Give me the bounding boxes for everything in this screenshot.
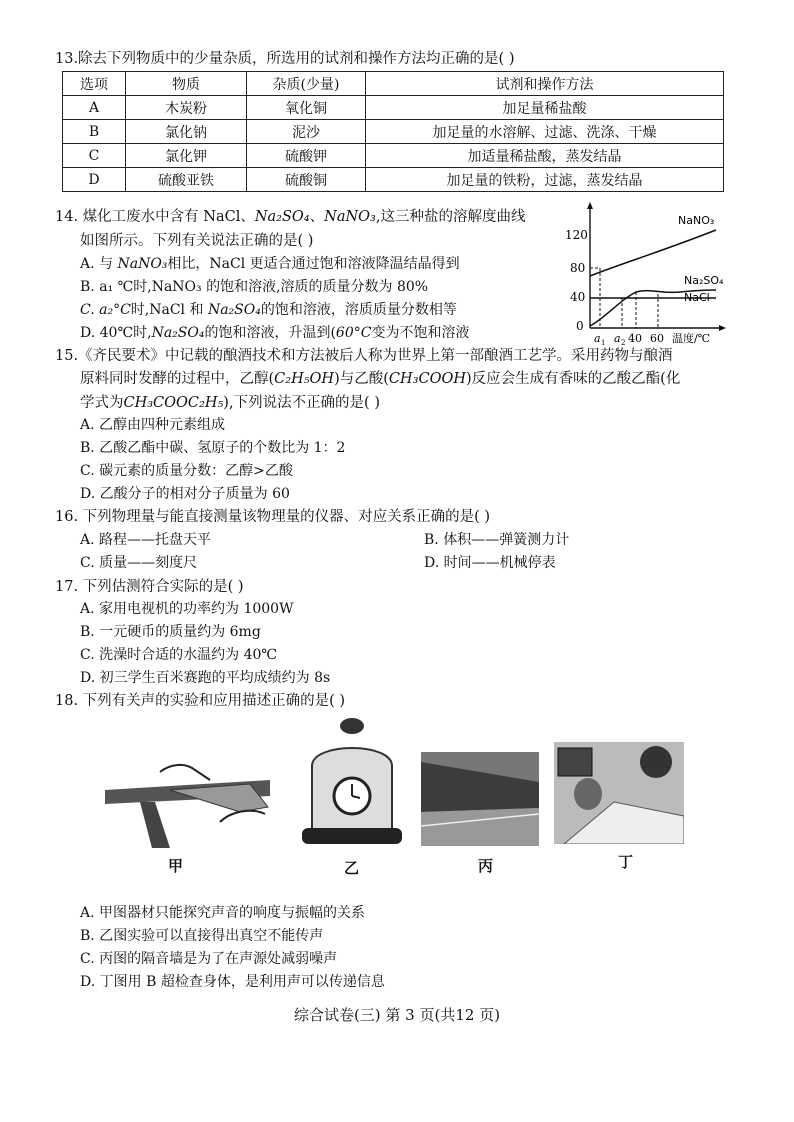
q15-line2: 原料同时发酵的过程中，乙醇(C₂H₅OH)与乙酸(CH₃COOH)反应会生成有香味的乙酸乙酯(化 (80, 371, 681, 387)
y-tick-label: 80 (570, 261, 586, 275)
x-tick-label: 60 (650, 332, 664, 345)
option-text: D. 40℃时, (80, 325, 152, 341)
q16-option-b: B. 体积——弹簧测力计 (424, 532, 570, 548)
q14-line2: 如图所示。下列有关说法正确的是( ) (80, 233, 314, 249)
q15-text: ),下列说法不正确的是( ) (223, 395, 380, 411)
formula-ethyl-acetate: CH₃COOC₂H₅ (123, 395, 224, 411)
table-cell: 加足量的铁粉，过滤，蒸发结晶 (366, 168, 724, 192)
solubility-chart (560, 200, 740, 348)
q16-stem: 16. 下列物理量与能直接测量该物理量的仪器、对应关系正确的是( ) (55, 509, 491, 525)
y-tick-label: 120 (565, 228, 588, 242)
q14-line1: 14. 煤化工废水中含有 NaCl、Na₂SO₄、NaNO₃,这三种盐的溶解度曲线 (55, 209, 526, 225)
x-tick-sub: 2 (621, 339, 626, 347)
formula-na2so4: Na₂SO₄ (151, 325, 205, 341)
option-text: 时,NaCl 和 (130, 302, 204, 318)
vacuum-plate (302, 828, 402, 844)
table-cell: 硫酸亚铁 (126, 168, 247, 192)
formula-na2so4: Na₂SO₄ (254, 209, 310, 225)
formula-60c: 60°C (335, 325, 372, 341)
table-row (63, 96, 724, 120)
figure-label: 乙 (344, 859, 360, 877)
label-nacl: NaCl (684, 291, 710, 304)
q15-line1: 15.《齐民要术》中记载的酿酒技术和方法被后人称为世界上第一部酿酒工艺学。采用药物与酿酒 (55, 348, 673, 364)
y-tick-label: 0 (576, 319, 584, 333)
q17-stem: 17. 下列估测符合实际的是( ) (55, 579, 244, 595)
q15-option-c: C. 碳元素的质量分数：乙醇>乙酸 (80, 463, 293, 479)
table-cell: 加足量稀盐酸 (366, 96, 724, 120)
q18-option-b: B. 乙图实验可以直接得出真空不能传声 (80, 928, 324, 944)
table-header: 物质 (126, 72, 247, 96)
table-header: 选项 (63, 72, 126, 96)
q14-option-d (80, 322, 469, 344)
q14-option-a (80, 253, 460, 275)
x-tick-label: 40 (628, 332, 642, 345)
x-tick-sub: 1 (601, 339, 606, 347)
table-header-row (63, 72, 724, 96)
monitor-icon (558, 748, 592, 776)
formula-a2c: C. a₂°C (80, 302, 131, 318)
q15-option-a: A. 乙醇由四种元素组成 (80, 417, 226, 433)
figure-yi-bell-jar (298, 712, 406, 850)
label-na2so4: Na₂SO₄ (684, 274, 724, 287)
doctor-shape (574, 778, 602, 810)
q14-text: 14. 煤化工废水中含有 NaCl、 (55, 209, 255, 225)
q14-option-c (80, 299, 457, 321)
table-cell: 氧化铜 (247, 96, 366, 120)
table-cell: B (63, 120, 126, 144)
q17-option-b: B. 一元硬币的质量约为 6mg (80, 624, 261, 640)
table-cell: 泥沙 (247, 120, 366, 144)
q15-text: 与乙酸 (339, 371, 384, 387)
q18-option-c: C. 丙图的隔音墙是为了在声源处减弱噪声 (80, 951, 338, 967)
q16-option-a: A. 路程——托盘天平 (80, 532, 212, 548)
x-tick-label: a (614, 332, 621, 345)
option-text: A. 与 (80, 256, 114, 272)
table-cell: D (63, 168, 126, 192)
formula-ethanol: C₂H₅OH (274, 371, 335, 387)
curve-nano3 (590, 230, 716, 276)
page-footer: 综合试卷(三) 第 3 页(共12 页) (293, 1006, 501, 1024)
bell-jar-knob (340, 718, 364, 734)
q15-option-b: B. 乙酸乙酯中碳、氢原子的个数比为 1：2 (80, 440, 346, 456)
road-surface (421, 808, 539, 846)
formula-na2so4: Na₂SO₄ (207, 302, 261, 318)
table-header: 杂质(少量) (247, 72, 366, 96)
table-cell: 木炭粉 (126, 96, 247, 120)
table-cell: A (63, 96, 126, 120)
figure-jia-ruler (100, 752, 270, 848)
q15-text: 原料同时发酵的过程中，乙醇 (80, 371, 269, 387)
table-cell: 氯化钾 (126, 144, 247, 168)
lamp-shape (640, 746, 672, 778)
option-text: 相比，NaCl 更适合通过饱和溶液降温结晶得到 (167, 256, 460, 272)
figure-label: 甲 (168, 857, 184, 875)
x-axis-label: 温度/℃ (672, 332, 711, 345)
q15-option-d: D. 乙酸分子的相对分子质量为 60 (80, 486, 290, 502)
formula-nano3: NaNO₃ (117, 256, 168, 272)
table-row (63, 120, 724, 144)
formula-nano3: NaNO₃ (324, 209, 376, 225)
table-cell: 氯化钠 (126, 120, 247, 144)
table-cell: 加适量稀盐酸，蒸发结晶 (366, 144, 724, 168)
table-cell: 硫酸铜 (247, 168, 366, 192)
table-cell: C (63, 144, 126, 168)
option-text: 的饱和溶液，升温到( (204, 325, 336, 341)
table-row (63, 168, 724, 192)
y-axis-arrow (587, 202, 593, 209)
q15-text: 反应会生成有香味的乙酸乙酯(化 (471, 371, 681, 387)
q13-table (62, 71, 724, 192)
x-tick-label: a (594, 332, 601, 345)
q17-option-c: C. 洗澡时合适的水温约为 40℃ (80, 647, 278, 663)
q15-line3 (80, 392, 380, 414)
label-nano3: NaNO₃ (678, 214, 715, 227)
figure-ding-b-ultrasound (554, 742, 684, 844)
figure-bing-sound-barrier (421, 752, 539, 846)
x-axis-arrow (719, 325, 726, 331)
q15-text: 学式为 (80, 395, 124, 411)
figure-label: 丁 (618, 853, 634, 871)
table-row (63, 144, 724, 168)
q18-option-a: A. 甲图器材只能探究声音的响度与振幅的关系 (80, 905, 366, 921)
table-cell: 加足量的水溶解、过滤、洗涤、干燥 (366, 120, 724, 144)
option-text: 变为不饱和溶液 (371, 325, 470, 341)
q13-stem: 13.除去下列物质中的少量杂质，所选用的试剂和操作方法均正确的是( ) (55, 51, 515, 67)
table-header: 试剂和操作方法 (366, 72, 724, 96)
table-cell: 硫酸钾 (247, 144, 366, 168)
formula-acetic-acid: CH₃COOH (388, 371, 466, 387)
y-tick-label: 40 (570, 290, 586, 304)
q17-option-a: A. 家用电视机的功率约为 1000W (80, 601, 294, 617)
q18-stem: 18. 下列有关声的实验和应用描述正确的是( ) (55, 693, 346, 709)
q16-option-d: D. 时间——机械停表 (424, 555, 556, 571)
q17-option-d: D. 初三学生百米赛跑的平均成绩约为 8s (80, 670, 331, 686)
q14-text: 这三种盐的溶解度曲线 (380, 209, 526, 225)
figure-label: 丙 (478, 857, 494, 875)
option-text: 的饱和溶液，溶质质量分数相等 (260, 302, 457, 318)
q16-option-c: C. 质量——刻度尺 (80, 555, 198, 571)
q18-option-d: D. 丁图用 B 超检查身体，是利用声可以传递信息 (80, 974, 385, 990)
q14-option-b: B. a₁ ℃时,NaNO₃ 的饱和溶液,溶质的质量分数为 80% (80, 279, 429, 295)
